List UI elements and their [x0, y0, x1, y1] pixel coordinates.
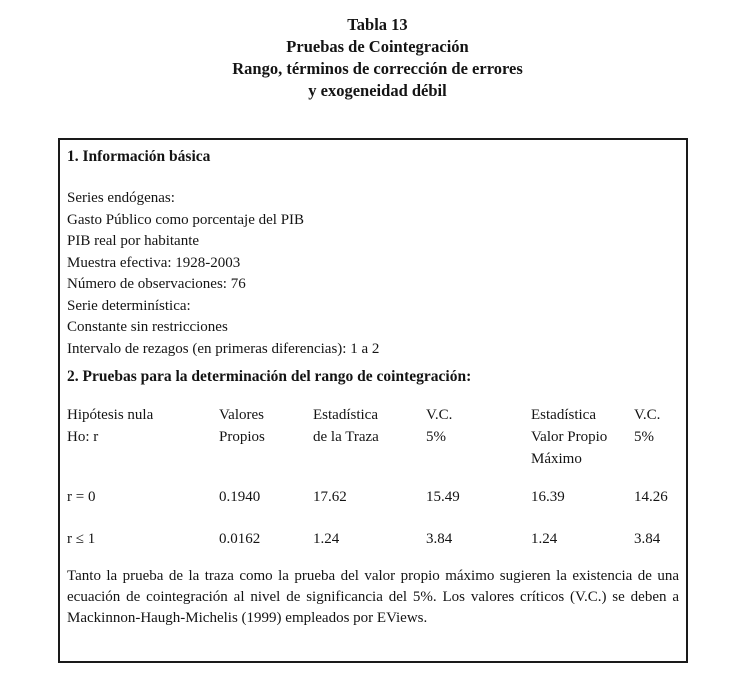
table-cell-maxeigen-cv: 14.26	[634, 489, 668, 505]
header-vc-traza: V.C. 5%	[426, 407, 453, 445]
section1-heading: 1. Información básica	[67, 148, 211, 165]
cointegration-rank-table	[67, 404, 679, 550]
basic-info-lines	[67, 188, 679, 360]
section2-heading: 2. Pruebas para la determinación del rango de cointegración:	[67, 368, 472, 385]
table-cell-eigenvalue: 0.0162	[219, 531, 261, 547]
table-title-block	[0, 14, 755, 102]
header-hipotesis-nula: Hipótesis nula Ho: r	[67, 407, 154, 445]
header-vc-maximo: V.C. 5%	[634, 407, 661, 445]
table-cell-trace-stat: 1.24	[313, 531, 340, 547]
table-title: Pruebas de Cointegración	[286, 37, 469, 56]
table-content-box	[58, 138, 688, 663]
header-valores-propios: Valores Propios	[219, 407, 265, 445]
serie-deterministica-label: Serie determinística:	[67, 297, 191, 314]
table-cell-hypothesis: r = 0	[67, 489, 96, 505]
table-cell-trace-cv: 3.84	[426, 531, 453, 547]
numero-observaciones: Número de observaciones: 76	[67, 276, 246, 292]
table-cell-maxeigen-cv: 3.84	[634, 531, 661, 547]
header-valor-propio-maximo: Estadística Valor Propio Máximo	[531, 407, 608, 467]
series-pib-real: PIB real por habitante	[67, 233, 200, 249]
table-subtitle-line2: y exogeneidad débil	[308, 81, 447, 100]
intervalo-rezagos: Intervalo de rezagos (en primeras diferencias): 1 a 2	[67, 340, 380, 357]
table-cell-eigenvalue: 0.1940	[219, 489, 261, 505]
series-endogenas-label: Series endógenas:	[67, 190, 175, 206]
table-cell-trace-cv: 15.49	[426, 489, 460, 505]
muestra-efectiva: Muestra efectiva: 1928-2003	[67, 254, 241, 271]
table-cell-hypothesis: r ≤ 1	[67, 531, 96, 547]
table-cell-maxeigen-stat: 16.39	[531, 489, 565, 505]
table-subtitle-line1: Rango, términos de corrección de errores	[232, 59, 523, 78]
series-gasto-publico: Gasto Público como porcentaje del PIB	[67, 211, 305, 228]
constante-sin-restricciones: Constante sin restricciones	[67, 319, 228, 335]
table-note: Tanto la prueba de la traza como la prueba del valor propio máximo sugieren la existencia de una ecuación de cointegración al nivel de significancia del 5%. Los valores críticos (V.C.) se deben a Mackinnon-Haugh-Michelis (1999) empleados por EViews.	[67, 568, 679, 626]
header-estadistica-traza: Estadística de la Traza	[313, 407, 379, 445]
table-number: Tabla 13	[347, 15, 408, 34]
table-cell-maxeigen-stat: 1.24	[531, 531, 558, 547]
table-cell-trace-stat: 17.62	[313, 489, 347, 505]
